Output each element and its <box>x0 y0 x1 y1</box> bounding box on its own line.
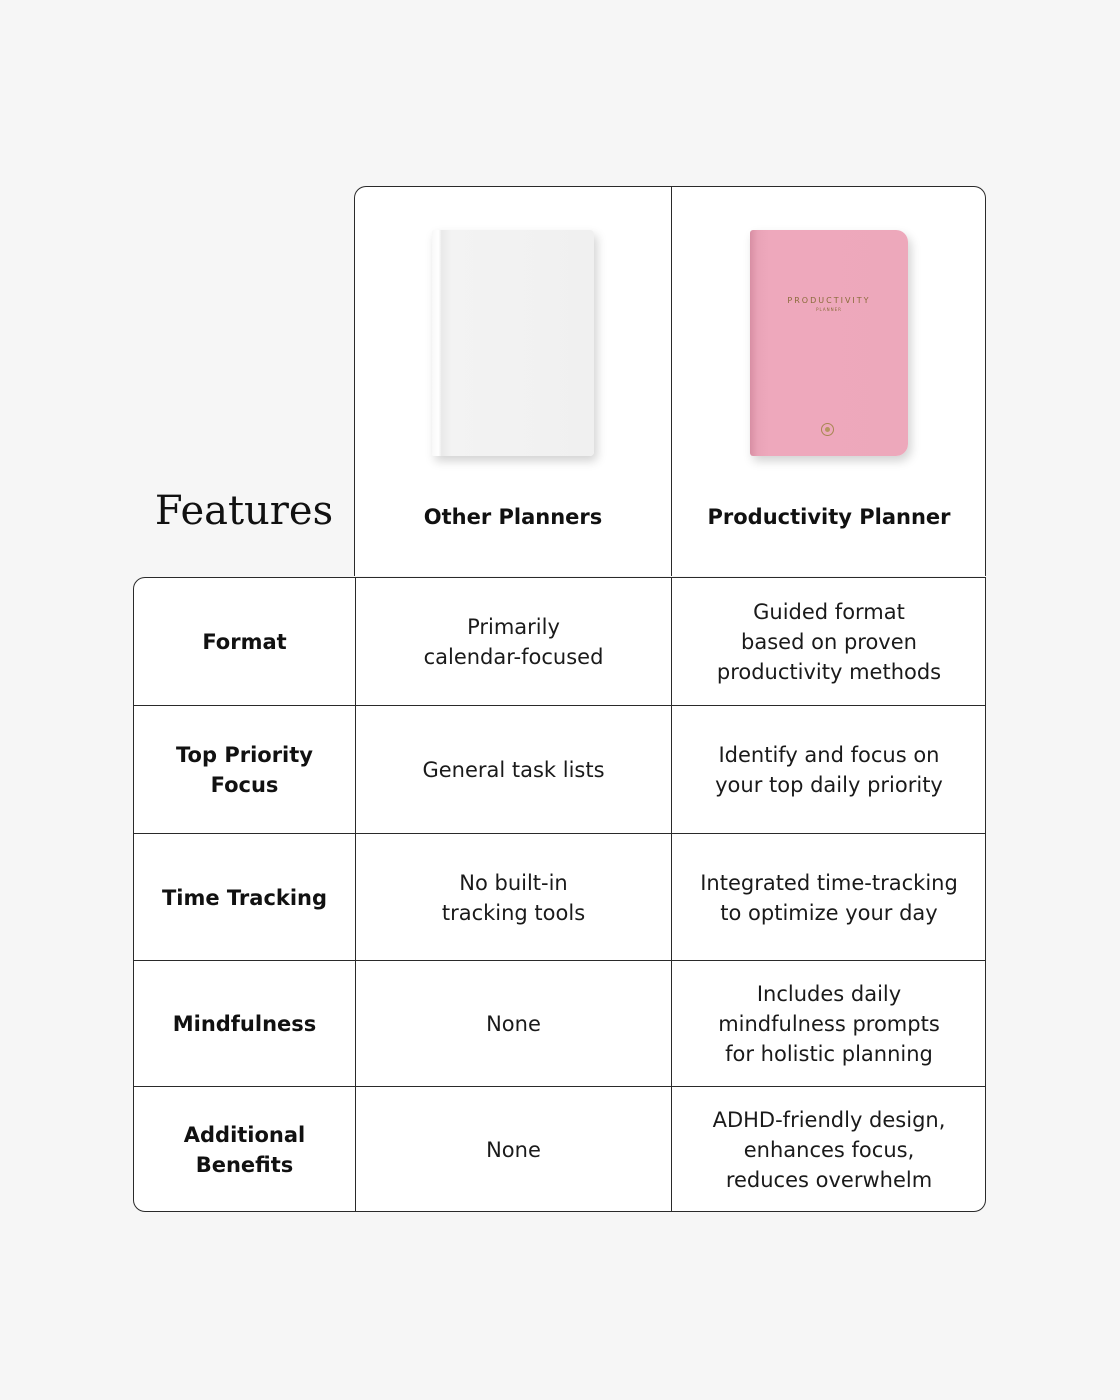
other-value: None <box>486 1138 541 1162</box>
productivity-value: Includes daily mindfulness prompts for holistic planning <box>718 982 940 1066</box>
table-row <box>134 960 985 1087</box>
table-row <box>134 578 985 705</box>
productivity-value: Identify and focus on your top daily priority <box>715 742 943 797</box>
table-row <box>134 833 985 961</box>
comparison-table <box>133 577 986 1212</box>
other-value: General task lists <box>422 757 605 782</box>
features-title: Features <box>154 488 334 534</box>
productivity-value: ADHD-friendly design, enhances focus, reduces overwhelm <box>712 1108 946 1192</box>
feature-label: Top Priority Focus <box>176 742 313 797</box>
cover-emblem-icon <box>821 423 834 436</box>
other-value: None <box>486 1012 541 1036</box>
other-value: Primarily calendar-focused <box>423 614 604 669</box>
cover-title: PRODUCTIVITY <box>787 296 871 305</box>
feature-label: Time Tracking <box>161 885 328 910</box>
feature-label: Mindfulness <box>172 1012 317 1036</box>
column-header-productivity-planner: Productivity Planner <box>707 505 951 529</box>
table-row <box>134 705 985 833</box>
feature-label: Format <box>202 629 287 654</box>
productivity-value: Integrated time-tracking to optimize your day <box>700 870 958 925</box>
productivity-planner-image <box>750 230 908 456</box>
column-header-other-planners: Other Planners <box>423 505 603 529</box>
cover-subtitle: PLANNER <box>816 307 842 312</box>
productivity-value: Guided format based on proven productivity methods <box>716 599 942 684</box>
feature-label: Additional Benefits <box>183 1123 306 1177</box>
other-value: No built-in tracking tools <box>441 870 586 925</box>
other-planner-image <box>432 230 594 456</box>
table-row <box>134 1086 985 1212</box>
